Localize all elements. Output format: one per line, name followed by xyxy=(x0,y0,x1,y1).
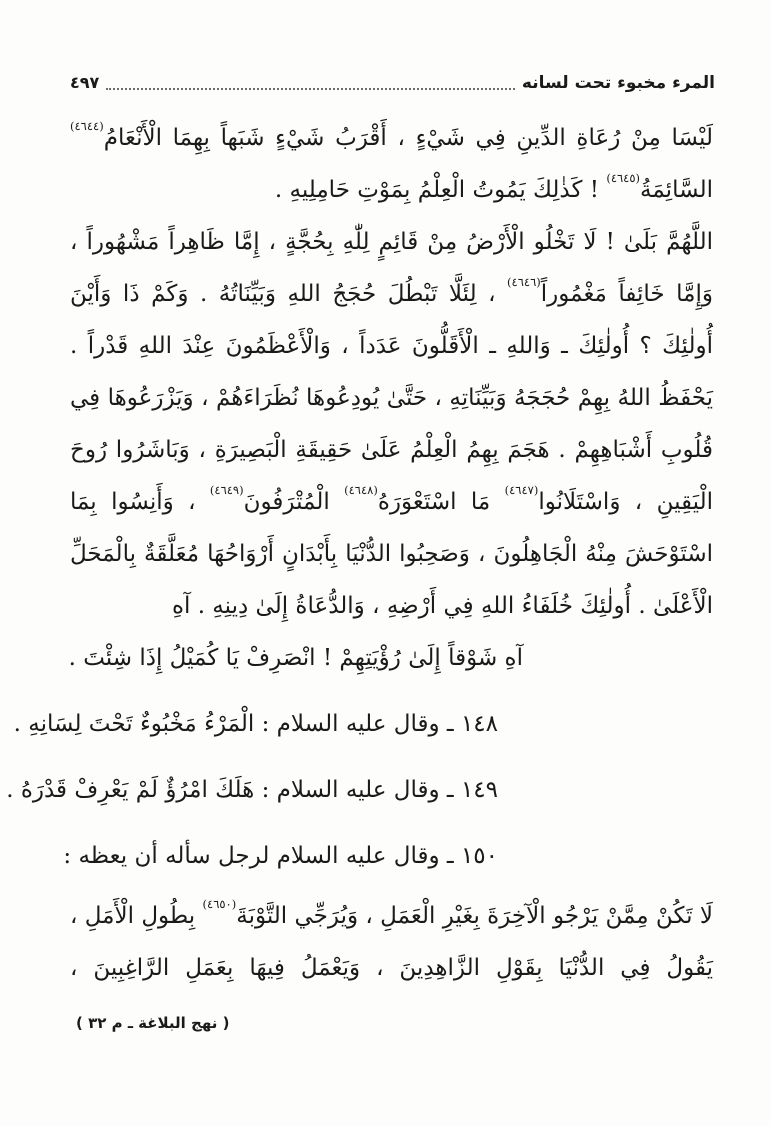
footnote-marker: (٤٦٤٩) xyxy=(209,483,244,498)
paragraph-kumayl-last-line: آهِ شَوْقاً إِلَىٰ رُؤْيَتِهِمْ ! انْصَرِفْ يَا كُمَيْلُ إِذَا شِئْتَ . xyxy=(68,645,523,671)
footnote-marker: (٤٦٤٨) xyxy=(344,483,378,498)
footnote-marker: (٤٦٤٦) xyxy=(507,275,541,290)
running-header-title: المرء مخبوء تحت لسانه xyxy=(521,73,715,93)
saying-149: ١٤٩ ـ وقال عليه السلام : هَلَكَ امْرُؤٌ لَمْ يَعْرِفْ قَدْرَهُ . xyxy=(6,777,498,803)
paragraph-continuation: لَيْسَا مِنْ رُعَاةِ الدِّينِ فِي شَيْءٍ ، أَقْرَبُ شَيْءٍ شَبَهاً بِهِمَا الْأَنْعَامُ$^{(٤٦٤٤)}$ السَّائِمَةُ$^{(٤٦٤٥)}$ ! كَذٰلِكَ يَمُوتُ الْعِلْمُ بِمَوْتِ حَامِلِيهِ . xyxy=(70,119,713,203)
header-dotted-leader xyxy=(106,88,515,90)
saying-150-intro: ١٥٠ ـ وقال عليه السلام لرجل سأله أن يعظه : xyxy=(63,843,498,869)
saying-150-quote: لَا تَكُنْ مِمَّنْ يَرْجُو الْآخِرَةَ بِغَيْرِ الْعَمَلِ ، وَيُرَجِّي التَّوْبَةَ$^{(٤٦٥٠)}$ بِطُولِ الْأَمَلِ ، يَقُولُ فِي الدُّنْيَا بِقَوْلِ الزَّاهِدِينَ ، وَيَعْمَلُ فِيهَا بِعَمَلِ الرَّاغِبِينَ ، xyxy=(70,897,713,981)
running-header xyxy=(70,70,715,96)
footnote-marker: (٤٦٤٧) xyxy=(504,483,539,498)
footnote-marker: (٤٦٤٤) xyxy=(70,119,104,134)
page-number: ٤٩٧ xyxy=(70,73,100,92)
paragraph-kumayl: اللَّهُمَّ بَلَىٰ ! لَا تَخْلُو الْأَرْضُ مِنْ قَائِمٍ لِلّٰهِ بِحُجَّةٍ ، إِمَّا ظَاهِراً مَشْهُوراً ، وَإِمَّا خَائِفاً مَغْمُوراً$^{(٤٦٤٦)}$ ، لِئَلَّا تَبْطُلَ حُجَجُ اللهِ وَبَيِّنَاتُهُ . وَكَمْ ذَا وَأَيْنَ أُولٰئِكَ ؟ أُولٰئِكَ ـ وَاللهِ ـ الْأَقَلُّونَ عَدَداً ، وَالْأَعْظَمُونَ عِنْدَ اللهِ قَدْراً . يَحْفَظُ اللهُ بِهِمْ حُجَجَهُ وَبَيِّنَاتِهِ ، حَتَّىٰ يُودِعُوهَا نُظَرَاءَهُمْ ، وَيَزْرَعُوهَا فِي قُلُوبِ أَشْبَاهِهِمْ . هَجَمَ بِهِمُ الْعِلْمُ عَلَىٰ حَقِيقَةِ الْبَصِيرَةِ ، وَبَاشَرُوا رُوحَ الْيَقِينِ ، وَاسْتَلَانُوا$^{(٤٦٤٧)}$ مَا اسْتَعْوَرَهُ$^{(٤٦٤٨)}$ الْمُتْرَفُونَ$^{(٤٦٤٩)}$ ، وَأَنِسُوا بِمَا اسْتَوْحَشَ مِنْهُ الْجَاهِلُونَ ، وَصَحِبُوا الدُّنْيَا بِأَبْدَانٍ أَرْوَاحُهَا مُعَلَّقَةٌ بِالْمَحَلِّ الْأَعْلَىٰ . أُولٰئِكَ خُلَفَاءُ اللهِ فِي أَرْضِهِ ، وَالدُّعَاةُ إِلَىٰ دِينِهِ . آهِ xyxy=(70,229,714,619)
footnote-marker: (٤٦٥٠) xyxy=(202,897,237,912)
saying-148: ١٤٨ ـ وقال عليه السلام : الْمَرْءُ مَخْبُوءٌ تَحْتَ لِسَانِهِ . xyxy=(13,711,498,737)
footnote-marker: (٤٦٤٥) xyxy=(606,171,641,186)
volume-imprint: ( نهج البلاغة ـ م ٣٢ ) xyxy=(76,1014,230,1032)
page-body xyxy=(0,96,771,994)
